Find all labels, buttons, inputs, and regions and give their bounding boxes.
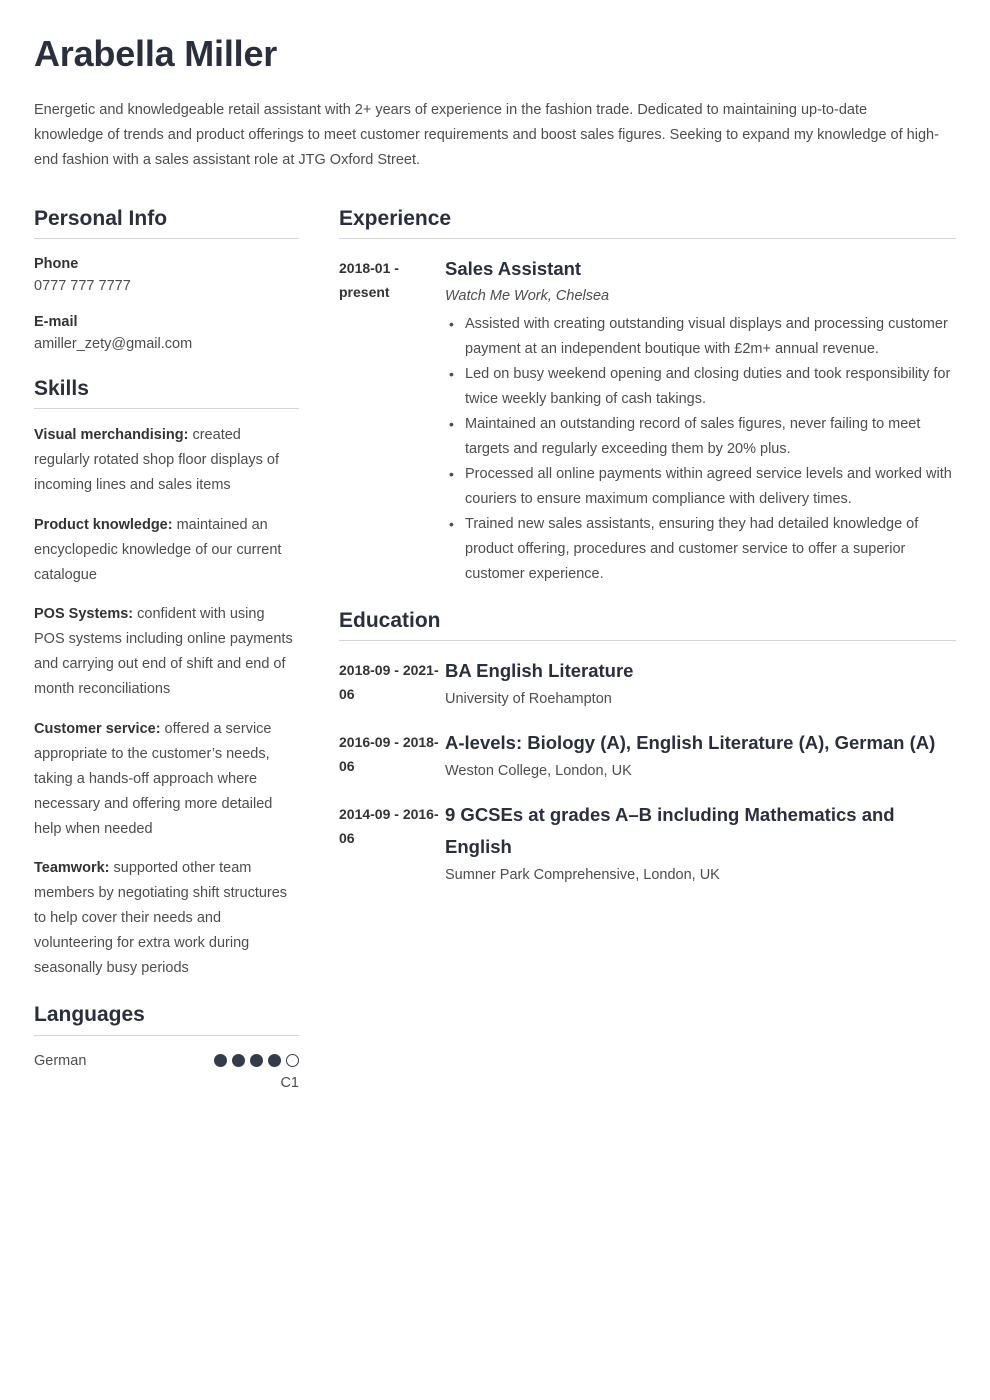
section-title-experience: Experience xyxy=(339,206,452,230)
list-item: • Assisted with creating outstanding visual displays and processing customer payment at an independent boutique with £2m+ annual revenue. xyxy=(445,312,956,362)
entry-dates: 2018-09 - 2021-06 xyxy=(339,661,439,702)
employer-name: Watch Me Work, Chelsea xyxy=(445,287,610,304)
skill-description: maintained an encyclopedic knowledge of our current catalogue xyxy=(34,516,282,583)
rating-dot-filled xyxy=(268,1054,281,1067)
skill-item xyxy=(34,423,299,498)
skill-name: Customer service: xyxy=(34,720,161,737)
section-divider xyxy=(34,408,299,409)
section-personal-info xyxy=(34,207,299,355)
skill-description: created regularly rotated shop floor displays of incoming lines and sales items xyxy=(34,427,280,494)
professional-summary: Energetic and knowledgeable retail assistant with 2+ years of experience in the fashion trade. Dedicated to maintaining up-to-date knowledge of trends and product offerings to meet customer requirements and boost sales figures. Seeking to expand my knowledge of high-end fashion with a sales assistant role at JTG Oxford Street. xyxy=(34,101,939,168)
info-value-email[interactable]: amiller_zety@gmail.com xyxy=(34,335,193,352)
section-experience xyxy=(339,207,956,587)
skill-description: supported other team members by negotiating shift structures to help cover their needs and volunteering for extra work during seasonally busy periods xyxy=(34,860,288,977)
info-block-email xyxy=(34,311,299,355)
skill-item xyxy=(34,513,299,588)
institution-name: University of Roehampton xyxy=(445,690,612,707)
rating-dot-filled xyxy=(214,1054,227,1067)
rating-dot-filled xyxy=(250,1054,263,1067)
candidate-name: Arabella Miller xyxy=(34,33,278,74)
education-entry xyxy=(339,799,956,887)
entry-body xyxy=(445,655,956,711)
info-block-phone xyxy=(34,253,299,297)
institution-name: Weston College, London, UK xyxy=(445,762,632,779)
skill-name: Teamwork: xyxy=(34,860,110,877)
skill-description: offered a service appropriate to the customer’s needs, taking a hands-off approach where necessary and offering more detailed help when needed xyxy=(34,720,273,837)
section-title-skills: Skills xyxy=(34,376,89,400)
skill-item xyxy=(34,602,299,702)
skill-name: Visual merchandising: xyxy=(34,427,189,444)
info-label-phone: Phone xyxy=(34,255,79,272)
list-item: • Processed all online payments within agreed service levels and worked with couriers to ensure maximum compliance with delivery times. xyxy=(445,462,956,512)
rating-dot-empty xyxy=(286,1054,299,1067)
entry-dates: 2014-09 - 2016-06 xyxy=(339,805,439,846)
skill-item xyxy=(34,856,299,981)
skill-name: POS Systems: xyxy=(34,606,134,623)
section-title-personal-info: Personal Info xyxy=(34,206,168,230)
list-item: • Trained new sales assistants, ensuring they had detailed knowledge of product offering, procedures and customer service to offer a superior customer experience. xyxy=(445,512,956,587)
entry-dates: 2016-09 - 2018-06 xyxy=(339,733,439,774)
sidebar-column xyxy=(34,207,299,1115)
language-level-label: C1 xyxy=(280,1074,299,1091)
education-entry xyxy=(339,727,956,783)
section-divider xyxy=(339,640,956,641)
list-item: • Led on busy weekend opening and closing duties and took responsibility for twice weekly banking of cash takings. xyxy=(445,362,956,412)
section-divider xyxy=(34,238,299,239)
degree-title: BA English Literature xyxy=(445,659,634,681)
job-title: Sales Assistant xyxy=(445,257,582,279)
entry-body xyxy=(445,727,956,783)
responsibility-list xyxy=(445,312,956,587)
degree-title: 9 GCSEs at grades A–B including Mathematics and English xyxy=(445,803,895,857)
section-education xyxy=(339,609,956,887)
entry-body xyxy=(445,799,956,887)
list-item: • Maintained an outstanding record of sales figures, never failing to meet targets and regularly exceeding them by 20% plus. xyxy=(445,412,956,462)
experience-entry xyxy=(339,253,956,587)
skill-item xyxy=(34,717,299,842)
language-name: German xyxy=(34,1052,87,1069)
language-rating-dots xyxy=(214,1054,299,1067)
section-skills xyxy=(34,377,299,982)
section-title-education: Education xyxy=(339,608,441,632)
entry-body xyxy=(445,253,956,587)
education-entry xyxy=(339,655,956,711)
info-label-email: E-mail xyxy=(34,313,78,330)
entry-dates: 2018-01 - present xyxy=(339,259,399,300)
skill-description: confident with using POS systems including online payments and carrying out end of shift and end of month reconciliations xyxy=(34,606,293,698)
main-column xyxy=(339,207,956,909)
resume-columns xyxy=(34,207,956,1115)
section-title-languages: Languages xyxy=(34,1003,145,1027)
degree-title: A-levels: Biology (A), English Literature (A), German (A) xyxy=(445,731,936,753)
skill-name: Product knowledge: xyxy=(34,516,173,533)
section-divider xyxy=(339,238,956,239)
language-row xyxy=(34,1050,299,1072)
info-value-phone[interactable]: 0777 777 7777 xyxy=(34,277,131,294)
resume-header xyxy=(34,30,956,173)
rating-dot-filled xyxy=(232,1054,245,1067)
section-divider xyxy=(34,1035,299,1036)
institution-name: Sumner Park Comprehensive, London, UK xyxy=(445,866,720,883)
section-languages xyxy=(34,1003,299,1092)
